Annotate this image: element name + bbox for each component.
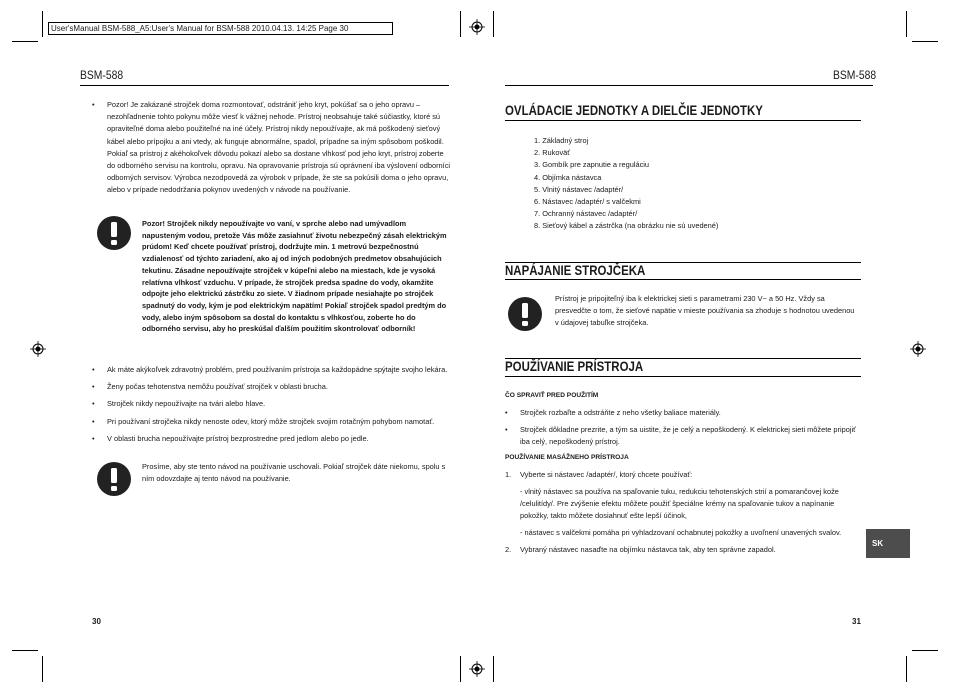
list-item: • Strojček dôkladne prezrite, a tým sa uistite, že je celý a nepoškodený. K elektrickej sieti môžete pripojiť iba celý, nepoškodený prístroj.	[505, 424, 857, 448]
water-warning: Pozor! Strojček nikdy nepoužívajte vo vaní, v sprche alebo nad umývadlom napusteným vodou, pretože Vás môže zasiahnuť životu nebezpečný zásah elektrickým prúdom! Keď chcete používať prístroj, dodržujte min. 1 metrovú bezpečnostnú vzdialenosť od týchto zariadení, ako aj od iných podobných predmetov obsahujúcich tekutinu. Zásadne nepoužívajte strojček v kúpeľni alebo na miestach, kde je vysoká relatívna vlhkosť vzduchu. V prípade, že strojček predsa spadne do vody, okamžite odpojte jeho elektrickú zástrčku zo siete. V žiadnom prípade nesiahajte po strojček spadnutý do vody, kým je pod elektrickým napätím! Pokiaľ strojček spadol predtým do vody, alebo iným spôsobom sa dostal do kontaktu s vlhkosťou, zoberte ho do odborného servisu, aby ho preskúšal ďalším použitím skontrolovať odborník!	[142, 219, 447, 334]
exclamation-icon	[97, 216, 131, 250]
list-item: 3. Gombík pre zapnutie a reguláciu	[534, 160, 650, 170]
prep-list	[505, 407, 857, 449]
list-item: • Pozor! Je zakázané strojček doma rozmontovať, odstrániť jeho kryt, pokúšať sa o jeho opravu – nezohľadnenie tohto pokynu môže viesť k vážnej nehode. Prístroj neobsahuje také súčiastky, ktoré sú opraviteľné doma alebo použiteľné na iné účely. Prístroj nikdy nepoužívajte, ak má poškodený sieťový kábel alebo prípojku a ani vtedy, ak funguje abnormálne, spadol, prípadne sa iným spôsobom poškodil. Pokiaľ sa prístroj z akéhokoľvek dôvodu pokazí alebo sa dostane vlhkosť pod jeho kryt, prístroj zoberte do odborného servisu na kontrolu, opravu. Na opravovanie prístroja sú oprávnení iba výslovení odborníci odborných servisov. Výrobca nezodpovedá za výrobok v prípade, že ste sa pokúsili doma o jeho opravu, alebo v prípade nedodržania pokynov uvedených v návode na používanie.	[92, 99, 452, 197]
crop-mark	[493, 656, 494, 682]
list-item: 4. Objímka nástavca	[534, 172, 602, 182]
step-number: 2.	[505, 545, 512, 554]
list-item: 6. Nástavec /adaptér/ s valčekmi	[534, 197, 641, 207]
crop-mark	[460, 11, 461, 37]
crop-mark	[12, 41, 38, 42]
right-page-header: BSM-588	[833, 70, 877, 82]
crop-mark	[460, 656, 461, 682]
registration-mark-icon	[910, 341, 926, 357]
list-item: • Ak máte akýkoľvek zdravotný problém, pred používaním prístroja sa každopádne spýtajte svojho lekára.	[92, 361, 452, 378]
print-slug: User'sManual BSM-588_A5:User's Manual for BSM-588 2010.04.13. 14:25 Page 30	[48, 22, 393, 35]
page-number-right: 31	[852, 617, 861, 626]
section-title-power: NAPÁJANIE STROJČEKA	[505, 262, 646, 278]
registration-mark-icon	[469, 19, 485, 35]
section-rule	[505, 120, 861, 121]
section-title-usage: POUŽÍVANIE PRÍSTROJA	[505, 358, 644, 374]
list-item: 1. Základný stroj	[534, 136, 589, 145]
attachment-wavy-note: - vlnitý nástavec sa používa na spaľovanie tuku, redukciu tehotenských strií a pomarančovej kože /celulitídy/. Pre zvýšenie efektu môžete použiť špeciálne krémy na spaľovanie tukov a napínanie pokožky, takto môžete dosiahnuť ešte lepší účinok,	[520, 487, 839, 521]
list-item: 7. Ochranný nástavec /adaptér/	[534, 209, 638, 219]
list-item: 2. Rukoväť	[534, 148, 571, 158]
crop-mark	[42, 656, 43, 682]
parts-list	[534, 135, 864, 233]
list-item: • Ženy počas tehotenstva nemôžu používať strojček v oblasti brucha.	[92, 378, 452, 395]
crop-mark	[493, 11, 494, 37]
page-number-left: 30	[92, 617, 101, 626]
step-1: Vyberte si nástavec /adaptér/, ktorý chcete používať:	[520, 470, 693, 479]
section-rule	[505, 376, 861, 377]
crop-mark	[912, 41, 938, 42]
list-item: • V oblasti brucha nepoužívajte prístroj bezprostredne pred jedlom alebo po jedle.	[92, 430, 452, 447]
intro-bullet	[92, 99, 452, 197]
header-rule	[505, 85, 873, 86]
left-page-header: BSM-588	[80, 70, 124, 82]
attachment-roller-note: - nástavec s valčekmi pomáha pri vyhladzovaní ochabnutej pokožky a uvoľnení unavených svalov.	[520, 528, 842, 537]
list-item: 8. Sieťový kábel a zástrčka (na obrázku nie sú uvedené)	[534, 221, 719, 231]
section-title-controls: OVLÁDACIE JEDNOTKY A DIELČIE JEDNOTKY	[505, 102, 763, 118]
crop-mark	[906, 656, 907, 682]
step-2: Vybraný nástavec nasaďte na objímku nástavca tak, aby ten správne zapadol.	[520, 545, 776, 554]
exclamation-icon	[508, 297, 542, 331]
crop-mark	[12, 650, 38, 651]
keep-manual-note: Prosíme, aby ste tento návod na používanie uschovali. Pokiaľ strojček dáte niekomu, spolu s ním odovzdajte aj tento návod na používanie.	[142, 462, 446, 484]
exclamation-icon	[97, 462, 131, 496]
header-rule	[80, 85, 449, 86]
list-item: • Strojček rozbaľte a odstráňte z neho všetky baliace materiály.	[505, 407, 857, 419]
left-bullet-list	[92, 361, 452, 447]
list-item: • Pri používaní strojčeka nikdy nenoste odev, ktorý môže strojček svojim rotačným pohybom namotať.	[92, 413, 452, 430]
list-item: 5. Vlnitý nástavec /adaptér/	[534, 184, 624, 194]
registration-mark-icon	[469, 661, 485, 677]
list-item: • Strojček nikdy nepoužívajte na tvári alebo hlave.	[92, 395, 452, 412]
crop-mark	[906, 11, 907, 37]
subheading-before-use: ČO SPRAVIŤ PRED POUŽITÍM	[505, 392, 599, 399]
registration-mark-icon	[30, 341, 46, 357]
step-number: 1.	[505, 470, 512, 479]
section-rule	[505, 279, 861, 280]
crop-mark	[912, 650, 938, 651]
crop-mark	[42, 11, 43, 37]
subheading-massage-use: POUŽÍVANIE MASÁŽNEHO PRÍSTROJA	[505, 454, 629, 461]
power-note: Prístroj je pripojiteľný iba k elektrickej sieti s parametrami 230 V~ a 50 Hz. Vždy sa presvedčte o tom, že sieťové napätie v mieste používania sa zhoduje s hodnotou uvedenou v údajovej tabuľke strojčeka.	[555, 294, 855, 328]
language-tab: SK	[866, 529, 910, 558]
